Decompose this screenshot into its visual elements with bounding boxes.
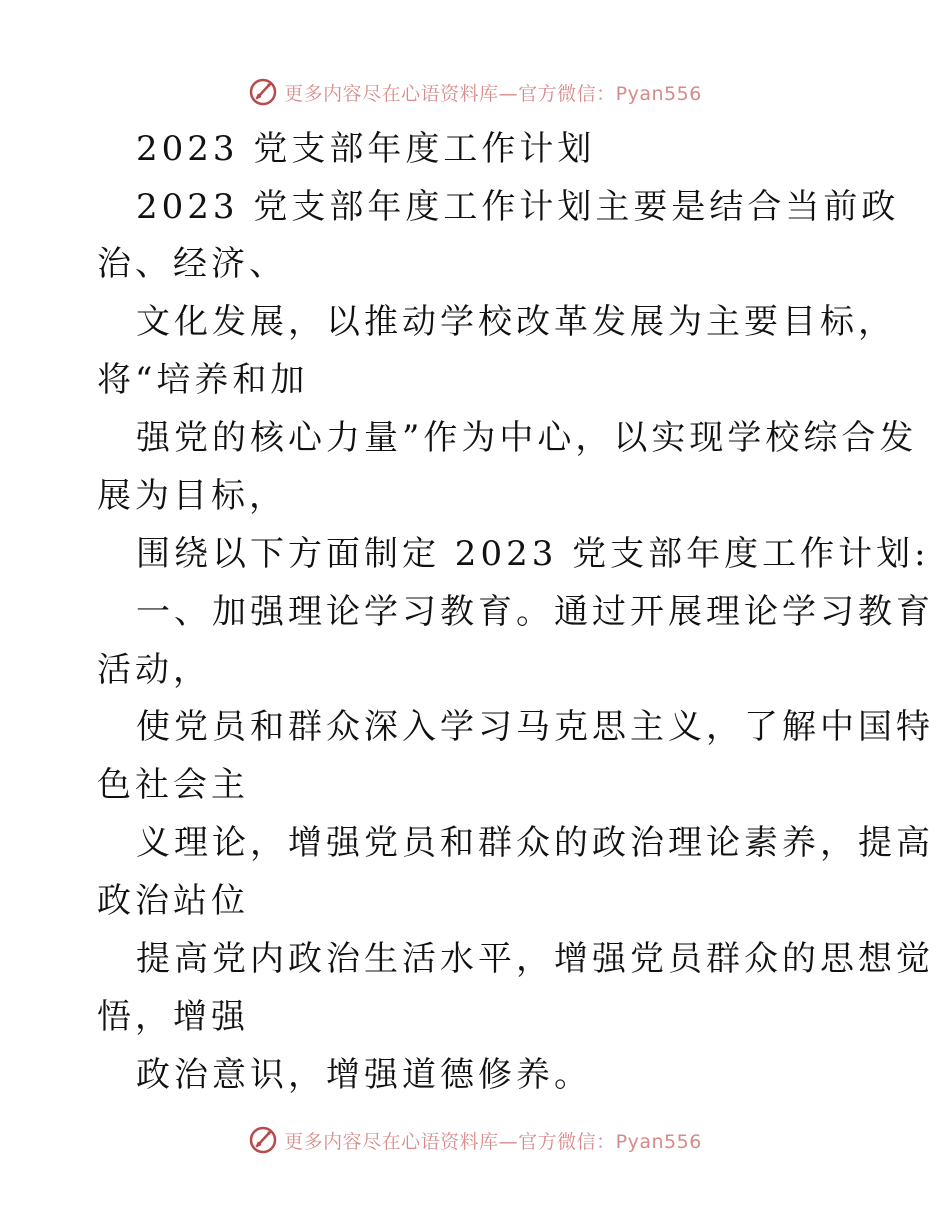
paragraph-line: 活动， [97,650,211,690]
paragraph-line: 义理论，增强党员和群众的政治理论素养，提高 [136,823,934,863]
document-title: 2023 党支部年度工作计划 [136,129,596,169]
watermark-text: 更多内容尽在心语资料库—官方微信：Pyan556 [284,1130,702,1153]
paragraph-line: 将“培养和加 [97,360,309,400]
footer-watermark [0,1120,950,1160]
quill-seal-icon [248,1125,278,1155]
header-watermark [0,72,950,112]
paragraph-line: 文化发展，以推动学校改革发展为主要目标， [136,302,896,342]
paragraph-line: 色社会主 [97,765,249,805]
paragraph-line: 一、加强理论学习教育。通过开展理论学习教育 [136,592,934,632]
paragraph-line: 2023 党支部年度工作计划主要是结合当前政 [136,187,900,227]
quill-seal-icon [248,77,278,107]
watermark-text: 更多内容尽在心语资料库—官方微信：Pyan556 [284,82,702,105]
paragraph-line: 悟，增强 [97,997,249,1037]
paragraph-line: 强党的核心力量”作为中心，以实现学校综合发 [136,418,918,458]
paragraph-line: 围绕以下方面制定 2023 党支部年度工作计划: [136,534,930,574]
paragraph-line: 政治意识，增强道德修养。 [136,1055,592,1095]
paragraph-line: 展为目标， [97,476,287,516]
paragraph-line: 提高党内政治生活水平，增强党员群众的思想觉 [136,939,934,979]
paragraph-line: 使党员和群众深入学习马克思主义，了解中国特 [136,707,934,747]
paragraph-line: 政治站位 [97,881,249,921]
paragraph-line: 治、经济、 [97,244,287,284]
